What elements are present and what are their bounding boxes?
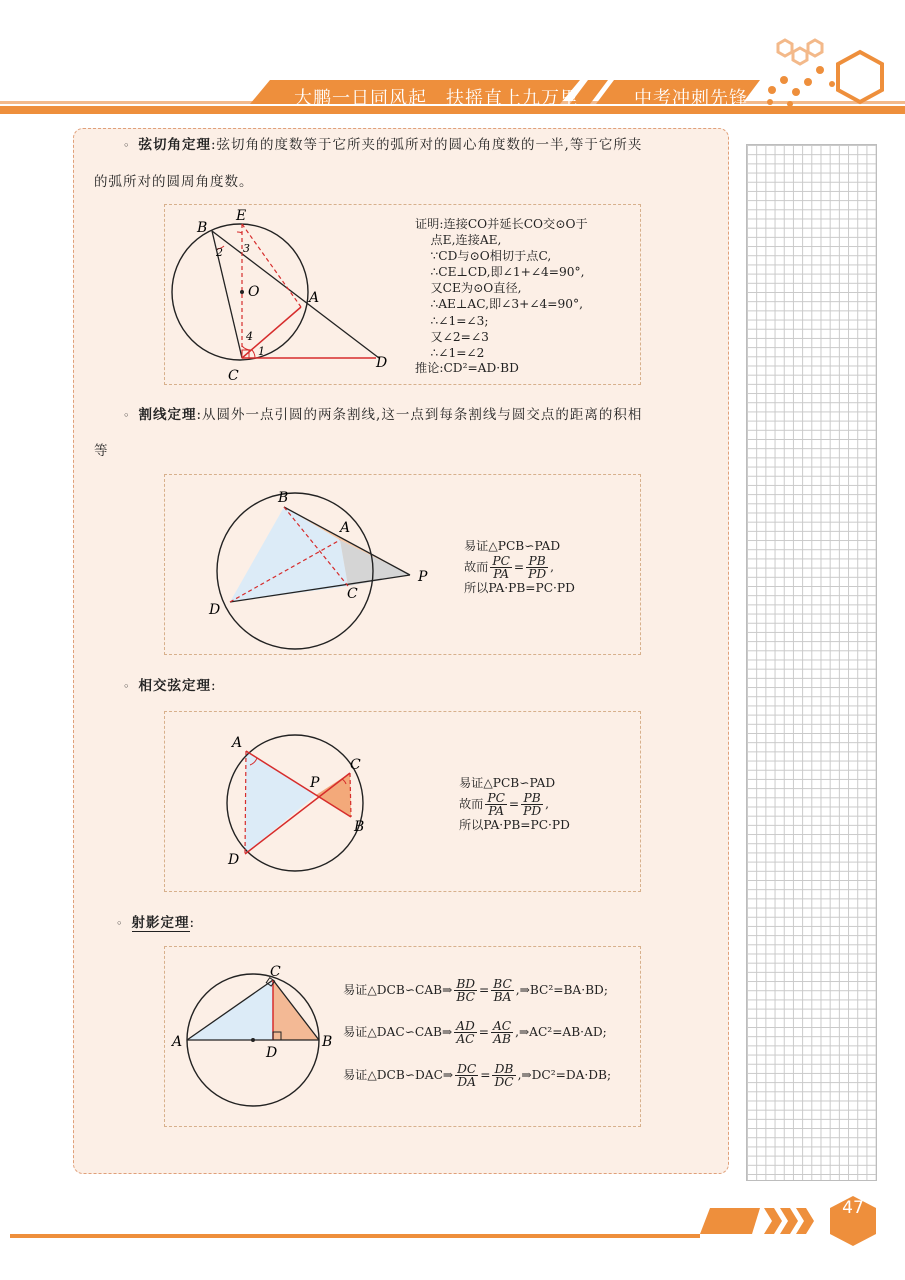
projection-eq-2: 易证△DAC∽CAB⇒ $\frac{AD}{AC}$ = $\frac{AC}{AB}$ ,⇒AC²=AB·AD; bbox=[343, 1019, 607, 1046]
footer-bar bbox=[0, 1190, 905, 1250]
label-2: 2 bbox=[216, 246, 223, 259]
label-1: 1 bbox=[258, 345, 265, 358]
projection-eq-3: 易证△DCB∽DAC⇒ $\frac{DC}{DA}$ = $\frac{DB}{DC}$ ,⇒DC²=DA·DB; bbox=[343, 1062, 612, 1089]
label-C: C bbox=[347, 586, 358, 602]
label-D: D bbox=[266, 1045, 278, 1061]
page-number: 47 bbox=[842, 1198, 864, 1218]
label-B: B bbox=[322, 1034, 333, 1050]
label-O: O bbox=[248, 284, 260, 300]
theorem-tangent-chord-cont: 的弧所对的圆周角度数。 bbox=[94, 174, 254, 190]
intersecting-chords-figure bbox=[164, 711, 424, 892]
tangent-chord-figure bbox=[164, 204, 404, 385]
label-B: B bbox=[278, 490, 289, 506]
intersecting-chords-result: 易证△PCB∽PAD 故而 $\frac{PC}{PA}$ = $\frac{PB}{PD}$ , 所以PA·PB=PC·PD bbox=[459, 776, 570, 832]
label-C: C bbox=[350, 757, 361, 773]
label-A: A bbox=[309, 290, 320, 306]
label-A: A bbox=[232, 735, 243, 751]
tangent-chord-corollary: 推论:CD²=AD·BD bbox=[415, 361, 519, 375]
label-D: D bbox=[209, 602, 221, 618]
theorem-title: 割线定理 bbox=[138, 407, 197, 423]
label-E: E bbox=[236, 208, 247, 224]
label-4: 4 bbox=[246, 330, 253, 343]
projection-figure bbox=[164, 946, 344, 1127]
theorem-title: 射影定理 bbox=[131, 915, 190, 931]
label-P: P bbox=[310, 775, 320, 791]
theorem-title: 相交弦定理 bbox=[138, 678, 211, 694]
note-grid bbox=[746, 144, 877, 1181]
label-D: D bbox=[228, 852, 240, 868]
label-C: C bbox=[270, 964, 281, 980]
theorem-title: 弦切角定理 bbox=[138, 137, 211, 153]
label-C: C bbox=[228, 368, 239, 384]
label-3: 3 bbox=[243, 242, 250, 255]
theorem-secant-cont: 等 bbox=[94, 443, 109, 459]
theorem-intersecting-chords: ◦ 相交弦定理: bbox=[123, 678, 217, 694]
theorem-projection: ◦ 射影定理: bbox=[116, 915, 196, 931]
label-B: B bbox=[354, 819, 365, 835]
secant-result: 易证△PCB∽PAD 故而 $\frac{PC}{PA}$ = $\frac{PB}{PD}$ , 所以PA·PB=PC·PD bbox=[464, 539, 575, 595]
label-A: A bbox=[340, 520, 351, 536]
secant-figure bbox=[164, 474, 454, 655]
tangent-chord-proof: 证明:连接CO并延长CO交⊙O于 点E,连接AE, ∵CD与⊙O相切于点C, ∴CE⊥CD,即∠1+∠4=90°, 又CE为⊙O直径, ∴AE⊥AC,即∠3+∠4=90°, ∴∠1=∠3; 又∠2=∠3 ∴∠1=∠2 bbox=[415, 217, 588, 360]
label-B: B bbox=[197, 220, 208, 236]
header-slogan: 大鹏一日同风起 扶摇直上九万里 bbox=[294, 88, 579, 109]
label-A: A bbox=[172, 1034, 183, 1050]
header-series-title: 中考冲刺先锋 bbox=[634, 88, 748, 109]
theorem-tangent-chord: ◦ 弦切角定理:弦切角的度数等于它所夹的弧所对的圆心角度数的一半,等于它所夹 bbox=[123, 137, 643, 153]
theorem-secant: ◦ 割线定理:从圆外一点引圆的两条割线,这一点到每条割线与圆交点的距离的积相 bbox=[123, 407, 643, 423]
graduation-cap-icon bbox=[842, 65, 878, 93]
projection-eq-1: 易证△DCB∽CAB⇒ $\frac{BD}{BC}$ = $\frac{BC}{BA}$ ,⇒BC²=BA·BD; bbox=[343, 977, 608, 1004]
label-D: D bbox=[376, 355, 388, 371]
label-P: P bbox=[418, 569, 428, 585]
